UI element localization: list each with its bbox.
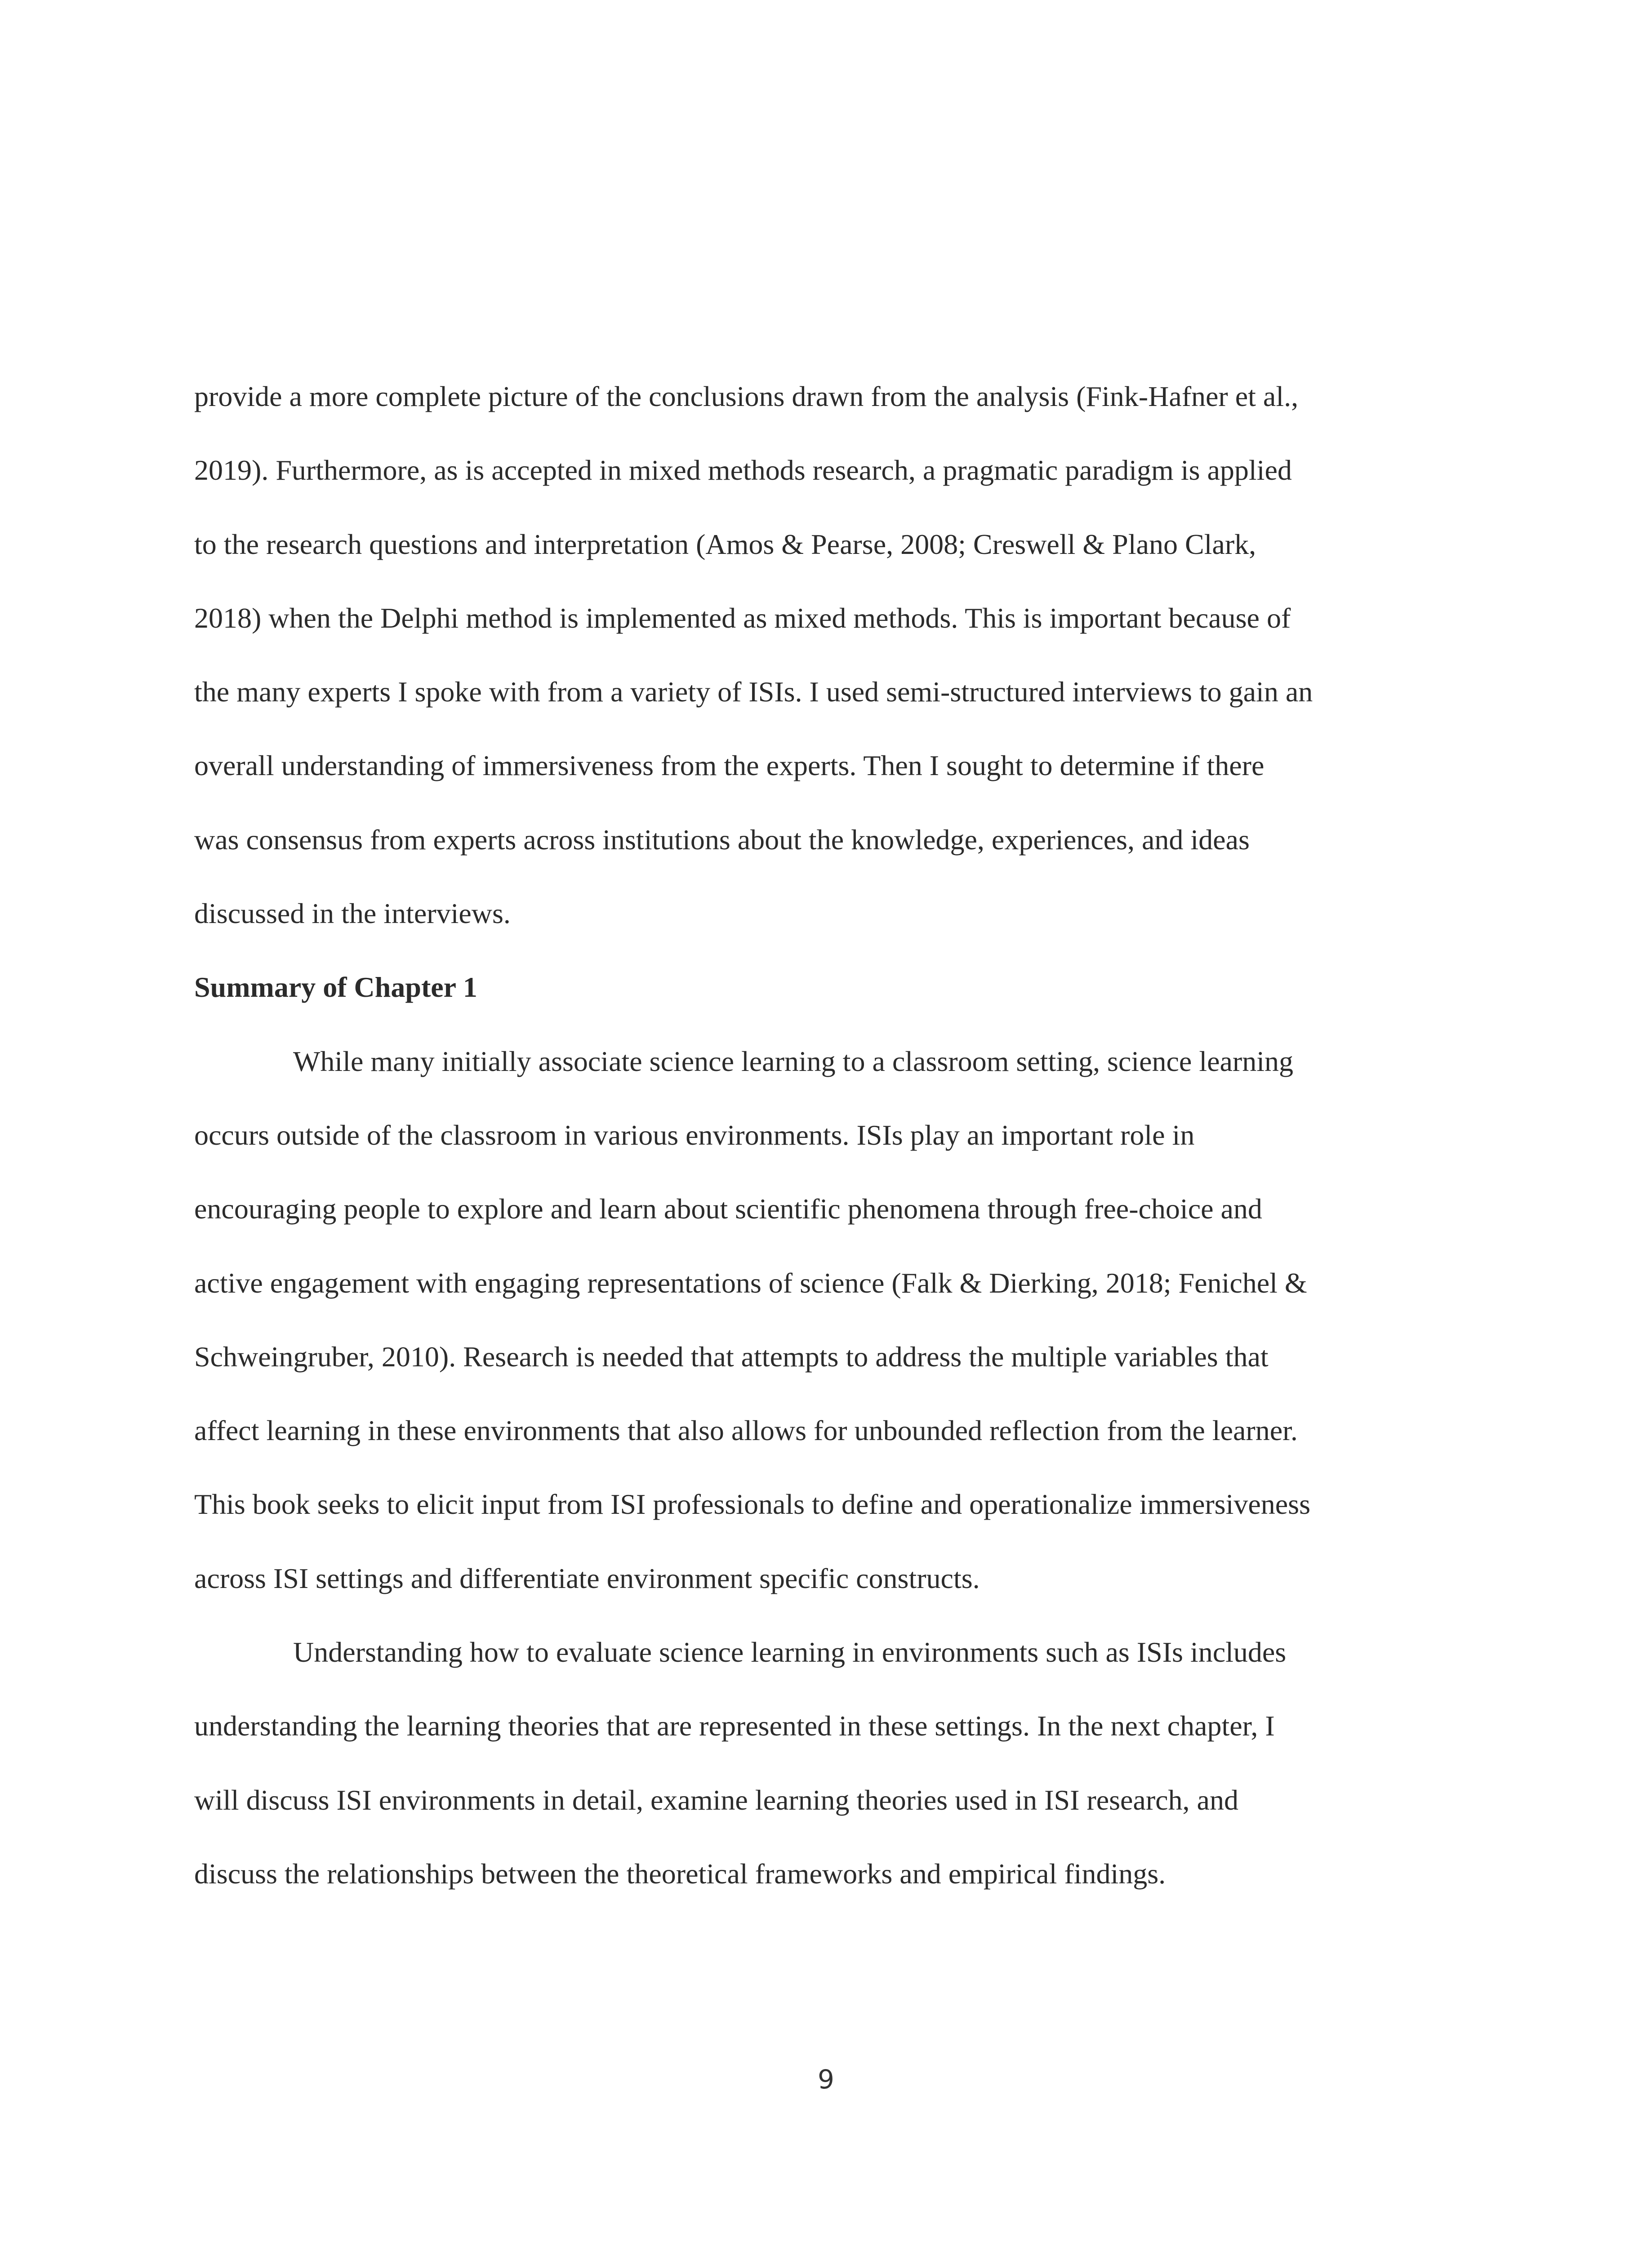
text-line: provide a more complete picture of the conclusions drawn from the analysis (Fink-Hafner et al., [194, 380, 1299, 412]
text-line: was consensus from experts across institutions about the knowledge, experiences, and ideas [194, 823, 1250, 856]
text-line: to the research questions and interpretation (Amos & Pearse, 2008; Creswell & Plano Clark, [194, 528, 1256, 560]
text-line: will discuss ISI environments in detail, examine learning theories used in ISI research, and [194, 1784, 1238, 1816]
text-line: the many experts I spoke with from a variety of ISIs. I used semi-structured interviews to gain an [194, 676, 1313, 708]
text-line: discussed in the interviews. [194, 897, 511, 930]
text-line: active engagement with engaging representations of science (Falk & Dierking, 2018; Fenichel & [194, 1267, 1307, 1299]
body-text [194, 360, 1453, 1911]
text-line: affect learning in these environments that also allows for unbounded reflection from the learner. [194, 1414, 1298, 1447]
text-line: occurs outside of the classroom in various environments. ISIs play an important role in [194, 1119, 1195, 1151]
paragraph-summary [194, 1025, 1453, 1615]
text-line: discuss the relationships between the theoretical frameworks and empirical findings. [194, 1857, 1166, 1890]
text-line: Schweingruber, 2010). Research is needed that attempts to address the multiple variables that [194, 1340, 1269, 1373]
text-line: Understanding how to evaluate science learning in environments such as ISIs includes [293, 1636, 1287, 1668]
text-line: understanding the learning theories that are represented in these settings. In the next chapter, I [194, 1710, 1275, 1742]
paragraph-continued [194, 360, 1453, 950]
paragraph-next-chapter [194, 1615, 1453, 1911]
text-line: encouraging people to explore and learn about scientific phenomena through free-choice and [194, 1193, 1262, 1225]
text-line: 2018) when the Delphi method is implemented as mixed methods. This is important because of [194, 602, 1291, 634]
text-line: This book seeks to elicit input from ISI professionals to define and operationalize immersiveness [194, 1488, 1310, 1521]
text-line: While many initially associate science learning to a classroom setting, science learning [293, 1045, 1293, 1077]
text-line: overall understanding of immersiveness from the experts. Then I sought to determine if there [194, 749, 1265, 782]
section-heading: Summary of Chapter 1 [194, 971, 477, 1004]
text-line: 2019). Furthermore, as is accepted in mixed methods research, a pragmatic paradigm is applied [194, 454, 1292, 486]
text-line: across ISI settings and differentiate environment specific constructs. [194, 1562, 980, 1594]
page-number: 9 [818, 2064, 834, 2095]
